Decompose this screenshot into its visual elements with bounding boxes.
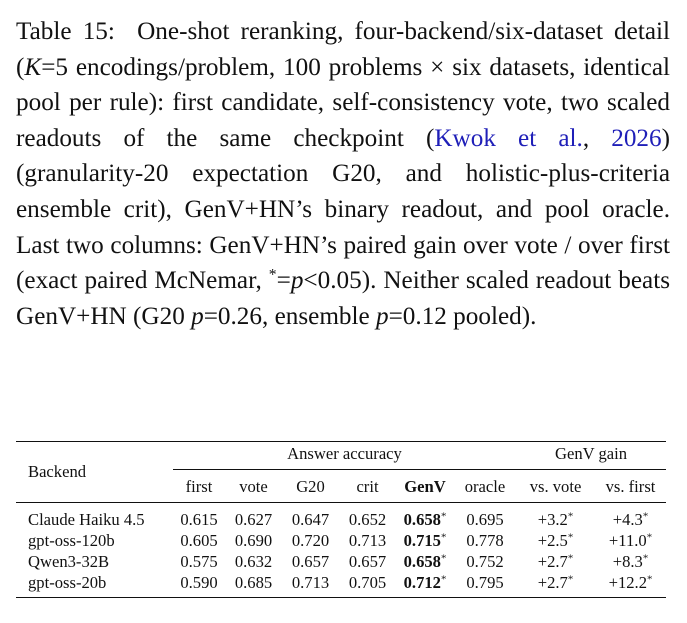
column-header-crit: crit <box>356 477 379 496</box>
significance-star: * <box>646 531 653 544</box>
cell-g20: 0.713 <box>291 573 330 592</box>
cell-vote: 0.685 <box>234 573 273 592</box>
cell-genv-value: 0.658 <box>403 510 441 529</box>
cell-oracle: 0.795 <box>466 573 504 592</box>
caption-text: <0.05). Neither scaled readout beats GenV+HN (G20 <box>16 267 671 330</box>
significance-star: * <box>440 573 447 586</box>
cell-crit: 0.657 <box>348 552 387 571</box>
cell-genv-value: 0.715 <box>403 531 441 550</box>
cell-crit: 0.713 <box>348 531 387 550</box>
cell-vs-first <box>595 551 666 572</box>
cell-oracle: 0.752 <box>466 552 504 571</box>
table-row <box>16 551 666 572</box>
cell-vs-vote-value: +2.7 <box>537 552 568 571</box>
cell-first: 0.615 <box>180 510 218 529</box>
backend-name: gpt-oss-20b <box>28 573 107 592</box>
table-row <box>16 530 666 551</box>
significance-star: * <box>567 531 574 544</box>
column-header-vs-first: vs. first <box>605 477 656 496</box>
cell-vote: 0.690 <box>234 531 273 550</box>
cell-g20: 0.720 <box>291 531 330 550</box>
backend-header: Backend <box>28 462 87 481</box>
cell-oracle: 0.778 <box>466 531 504 550</box>
cell-crit: 0.652 <box>348 510 387 529</box>
results-table-wrapper <box>16 441 666 598</box>
caption-text: , <box>582 124 612 152</box>
cell-vs-vote-value: +3.2 <box>537 510 568 529</box>
group-header-accuracy <box>173 442 516 473</box>
cell-first: 0.605 <box>180 531 218 550</box>
significance-star: * <box>567 552 574 565</box>
caption-k-var: K <box>24 53 42 81</box>
citation-year-link[interactable]: 2026 <box>611 124 662 152</box>
group-header-gain-label: GenV gain <box>516 444 666 470</box>
table-row <box>16 572 666 598</box>
cell-g20: 0.647 <box>291 510 330 529</box>
group-header-accuracy-label: Answer accuracy <box>173 444 516 470</box>
significance-star: * <box>567 573 574 586</box>
cell-vs-first <box>595 503 666 531</box>
cell-vs-first-value: +12.2 <box>608 573 647 592</box>
cell-vs-first <box>595 530 666 551</box>
cell-vs-vote <box>516 572 595 598</box>
significance-star: * <box>440 531 447 544</box>
cell-genv-value: 0.712 <box>403 573 441 592</box>
group-header-gain <box>516 442 666 473</box>
significance-star: * <box>647 573 653 586</box>
cell-oracle: 0.695 <box>466 510 504 529</box>
caption-p-var: p <box>191 302 204 330</box>
cell-first: 0.590 <box>180 573 218 592</box>
significance-star: * <box>642 552 649 565</box>
cell-genv <box>396 530 454 551</box>
caption-text: ) (granularity-20 expectation G20, and holistic-plus-criteria ensemble crit), GenV+HN’s binary readout, and pool oracle. Last two columns: GenV+HN’s paired gain over vote / over first (exact paired McNemar, <box>16 124 670 295</box>
column-header-oracle: oracle <box>464 477 506 496</box>
caption-text: =5 encodings/problem, 100 problems × six datasets, identical pool per rule): first candidate, self-consistency vote, two scaled readouts of the same checkpoint ( <box>16 53 670 152</box>
significance-star: * <box>440 552 447 565</box>
cell-genv <box>396 503 454 531</box>
table-caption <box>16 14 670 334</box>
cell-vote: 0.632 <box>234 552 273 571</box>
column-header-vs-vote: vs. vote <box>529 477 582 496</box>
column-header-genv: GenV <box>404 477 446 496</box>
caption-p-var: p <box>376 302 389 330</box>
citation-author-link[interactable]: Kwok et al. <box>434 124 583 152</box>
cell-vs-vote <box>516 530 595 551</box>
column-header-first: first <box>185 477 213 496</box>
significance-star: * <box>642 510 649 523</box>
results-table <box>16 441 666 598</box>
backend-name: Claude Haiku 4.5 <box>28 510 145 529</box>
cell-vs-first-value: +8.3 <box>612 552 643 571</box>
cell-vs-first-value: +11.0 <box>608 531 647 550</box>
cell-genv <box>396 572 454 598</box>
caption-p-var: p <box>290 267 304 295</box>
significance-star: * <box>567 510 574 523</box>
cell-crit: 0.705 <box>348 573 387 592</box>
significance-star: * <box>440 510 447 523</box>
backend-name: Qwen3-32B <box>28 552 110 571</box>
caption-text: One-shot reranking, four-backend/six-dataset detail ( <box>16 18 671 81</box>
backend-name: gpt-oss-120b <box>28 531 115 550</box>
caption-text: = <box>276 267 291 295</box>
cell-vs-vote-value: +2.7 <box>537 573 568 592</box>
caption-label: Table 15: <box>16 18 115 45</box>
cell-genv-value: 0.658 <box>403 552 441 571</box>
cell-vs-first-value: +4.3 <box>612 510 643 529</box>
cell-vs-vote-value: +2.5 <box>537 531 568 550</box>
cell-vs-first <box>595 572 666 598</box>
caption-text: =0.26, ensemble <box>203 302 376 330</box>
cell-vote: 0.627 <box>234 510 273 529</box>
cell-g20: 0.657 <box>291 552 330 571</box>
cell-genv <box>396 551 454 572</box>
cell-vs-vote <box>516 503 595 531</box>
column-header-g20: G20 <box>296 477 325 496</box>
column-header-vote: vote <box>239 477 268 496</box>
header-row-groups <box>16 442 666 473</box>
caption-text: =0.12 pooled). <box>388 302 537 330</box>
cell-vs-vote <box>516 551 595 572</box>
caption-star: * <box>268 266 277 284</box>
table-row <box>16 503 666 531</box>
cell-first: 0.575 <box>180 552 218 571</box>
